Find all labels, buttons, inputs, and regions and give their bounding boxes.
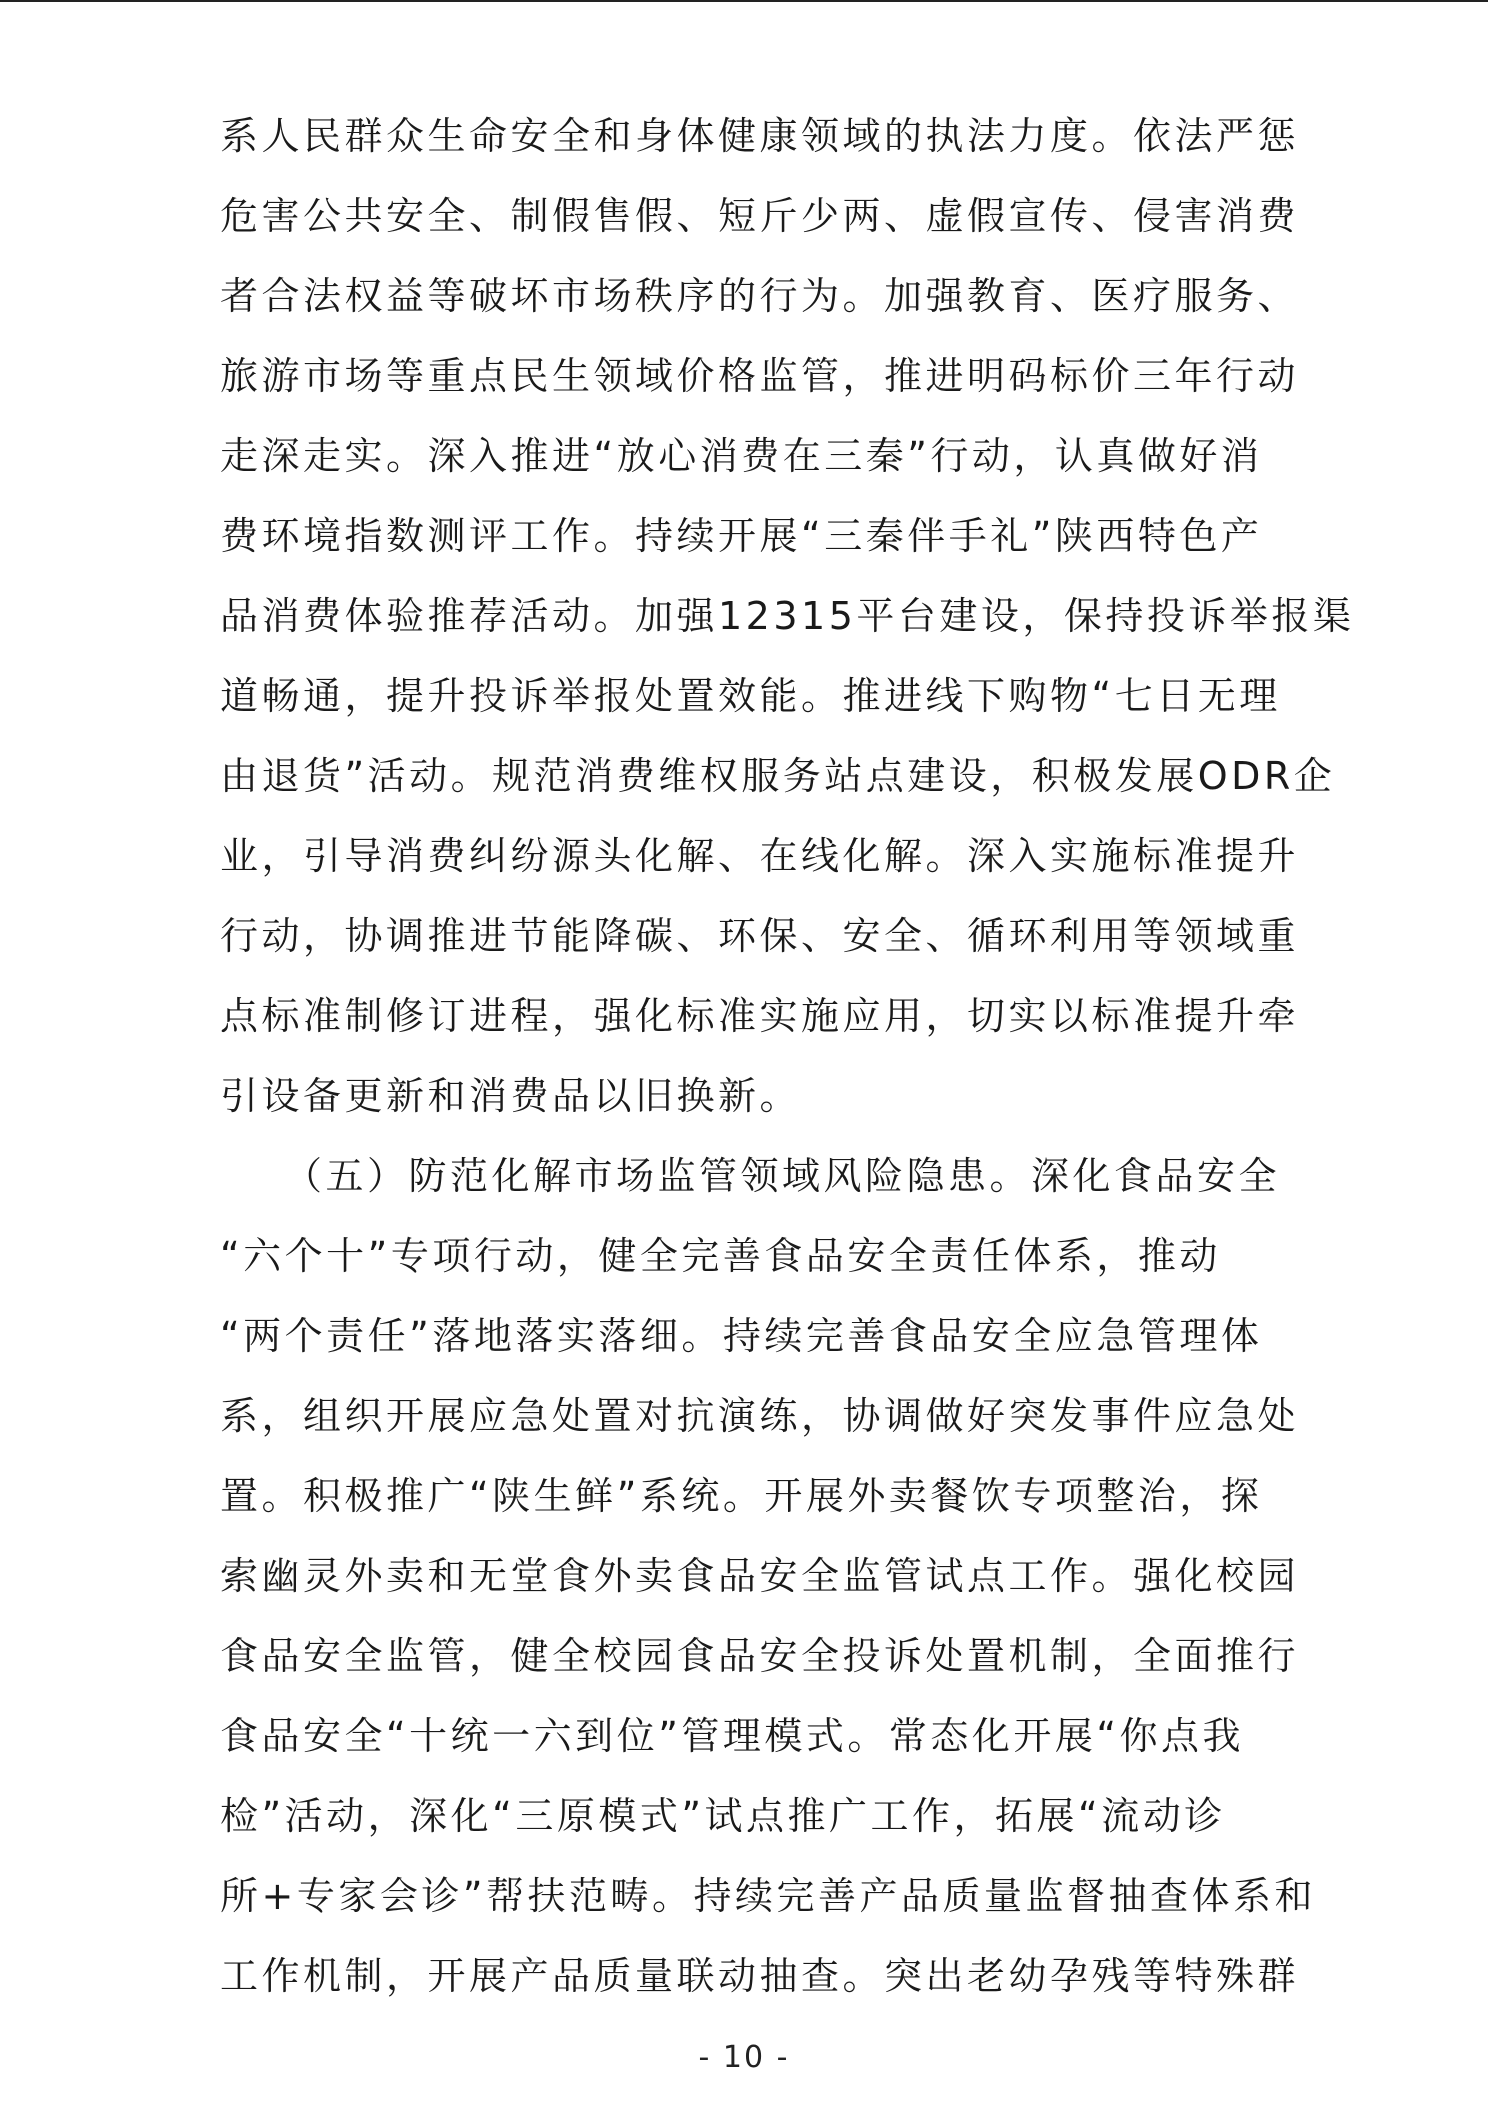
text-line: 点标准制修订进程，强化标准实施应用，切实以标准提升牵 [220, 994, 1300, 1038]
text-line: 食品安全“十统一六到位”管理模式。常态化开展“你点我 [220, 1714, 1245, 1758]
text-line: 危害公共安全、制假售假、短斤少两、虚假宣传、侵害消费 [220, 194, 1300, 238]
text-line: 系人民群众生命安全和身体健康领域的执法力度。依法严惩 [220, 114, 1300, 158]
text-line: 者合法权益等破坏市场秩序的行为。加强教育、医疗服务、 [220, 274, 1300, 318]
text-line: 置。积极推广“陕生鲜”系统。开展外卖餐饮专项整治，探 [220, 1474, 1263, 1518]
text-line: 走深走实。深入推进“放心消费在三秦”行动，认真做好消 [220, 434, 1263, 478]
text-line: 系，组织开展应急处置对抗演练，协调做好突发事件应急处 [220, 1394, 1300, 1438]
section-heading-line: （五）防范化解市场监管领域风险隐患。深化食品安全 [220, 1154, 1281, 1198]
text-line: 索幽灵外卖和无堂食外卖食品安全监管试点工作。强化校园 [220, 1554, 1300, 1598]
text-line: 食品安全监管，健全校园食品安全投诉处置机制，全面推行 [220, 1634, 1300, 1678]
top-border-rule [0, 0, 1488, 2]
text-line: 道畅通，提升投诉举报处置效能。推进线下购物“七日无理 [220, 674, 1281, 718]
text-line: 引设备更新和消费品以旧换新。 [220, 1074, 802, 1118]
text-line: 工作机制，开展产品质量联动抽查。突出老幼孕残等特殊群 [220, 1954, 1300, 1998]
text-line: 费环境指数测评工作。持续开展“三秦伴手礼”陕西特色产 [220, 514, 1263, 558]
text-line: “两个责任”落地落实落细。持续完善食品安全应急管理体 [220, 1314, 1263, 1358]
text-line: 旅游市场等重点民生领域价格监管，推进明码标价三年行动 [220, 354, 1300, 398]
text-line: “六个十”专项行动，健全完善食品安全责任体系，推动 [220, 1234, 1221, 1278]
text-line: 行动，协调推进节能降碳、环保、安全、循环利用等领域重 [220, 914, 1300, 958]
page-number: - 10 - [698, 2040, 790, 2075]
text-line: 品消费体验推荐活动。加强12315平台建设，保持投诉举报渠 [220, 594, 1355, 638]
text-line: 由退货”活动。规范消费维权服务站点建设，积极发展ODR企 [220, 754, 1336, 798]
text-line: 所+专家会诊”帮扶范畴。持续完善产品质量监督抽查体系和 [220, 1874, 1317, 1918]
text-line: 检”活动，深化“三原模式”试点推广工作，拓展“流动诊 [220, 1794, 1226, 1838]
text-line: 业，引导消费纠纷源头化解、在线化解。深入实施标准提升 [220, 834, 1300, 878]
body-text [220, 96, 1355, 2016]
